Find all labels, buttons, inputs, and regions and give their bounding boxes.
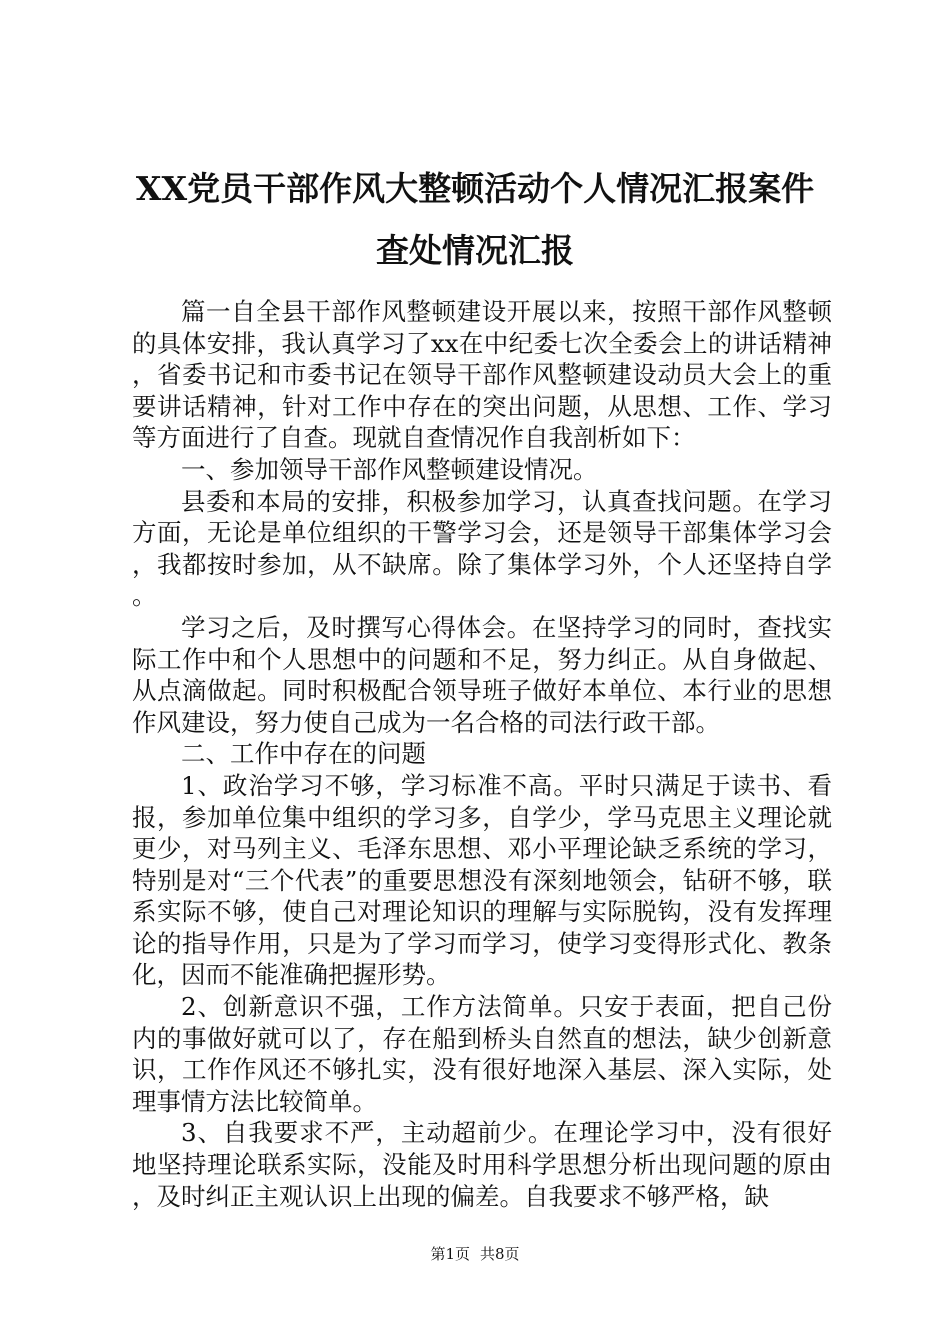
paragraph-after-study: 学习之后，及时撰写心得体会。在坚持学习的同时，查找实际工作中和个人思想中的问题和不足，努力纠正。从自身做起、从点滴做起。同时积极配合领导班子做好本单位、本行业的思想作风建设，努力使自己成为一名合格的司法行政干部。 (132, 612, 832, 737)
paragraph-problem-3: 3、自我要求不严，主动超前少。在理论学习中，没有很好地坚持理论联系实际，没能及时用科学思想分析出现问题的原由，及时纠正主观认识上出现的偏差。自我要求不够严格，缺 (132, 1118, 832, 1211)
document-title: XX党员干部作风大整顿活动个人情况汇报案件查处情况汇报 (135, 169, 815, 270)
section-heading-2: 二、工作中存在的问题 (181, 739, 426, 769)
document-body (132, 296, 832, 1212)
paragraph-problem-2: 2、创新意识不强，工作方法简单。只安于表面，把自己份内的事做好就可以了，存在船到桥头自然直的想法，缺少创新意识，工作作风还不够扎实，没有很好地深入基层、深入实际，处理事情方法比较简单。 (132, 992, 832, 1116)
page-total: 共8页 (480, 1245, 520, 1263)
page-number: 第1页 (430, 1245, 470, 1263)
section-heading-1: 一、参加领导干部作风整顿建设情况。 (181, 454, 598, 484)
paragraph-participation: 县委和本局的安排，积极参加学习，认真查找问题。在学习方面，无论是单位组织的干警学习会，还是领导干部集体学习会，我都按时参加，从不缺席。除了集体学习外，个人还坚持自学。 (132, 486, 832, 611)
page-footer (0, 1244, 950, 1264)
paragraph-intro: 篇一自全县干部作风整顿建设开展以来，按照干部作风整顿的具体安排，我认真学习了xx在中纪委七次全委会上的讲话精神，省委书记和市委书记在领导干部作风整顿建设动员大会上的重要讲话精神，针对工作中存在的突出问题，从思想、工作、学习等方面进行了自查。现就自查情况作自我剖析如下： (132, 297, 832, 453)
paragraph-problem-1: 1、政治学习不够，学习标准不高。平时只满足于读书、看报，参加单位集中组织的学习多，自学少，学马克思主义理论就更少，对马列主义、毛泽东思想、邓小平理论缺乏系统的学习，特别是对“三个代表”的重要思想没有深刻地领会，钻研不够，联系实际不够，使自己对理论知识的理解与实际脱钩，没有发挥理论的指导作用，只是为了学习而学习，使学习变得形式化、教条化，因而不能准确把握形势。 (132, 770, 832, 990)
